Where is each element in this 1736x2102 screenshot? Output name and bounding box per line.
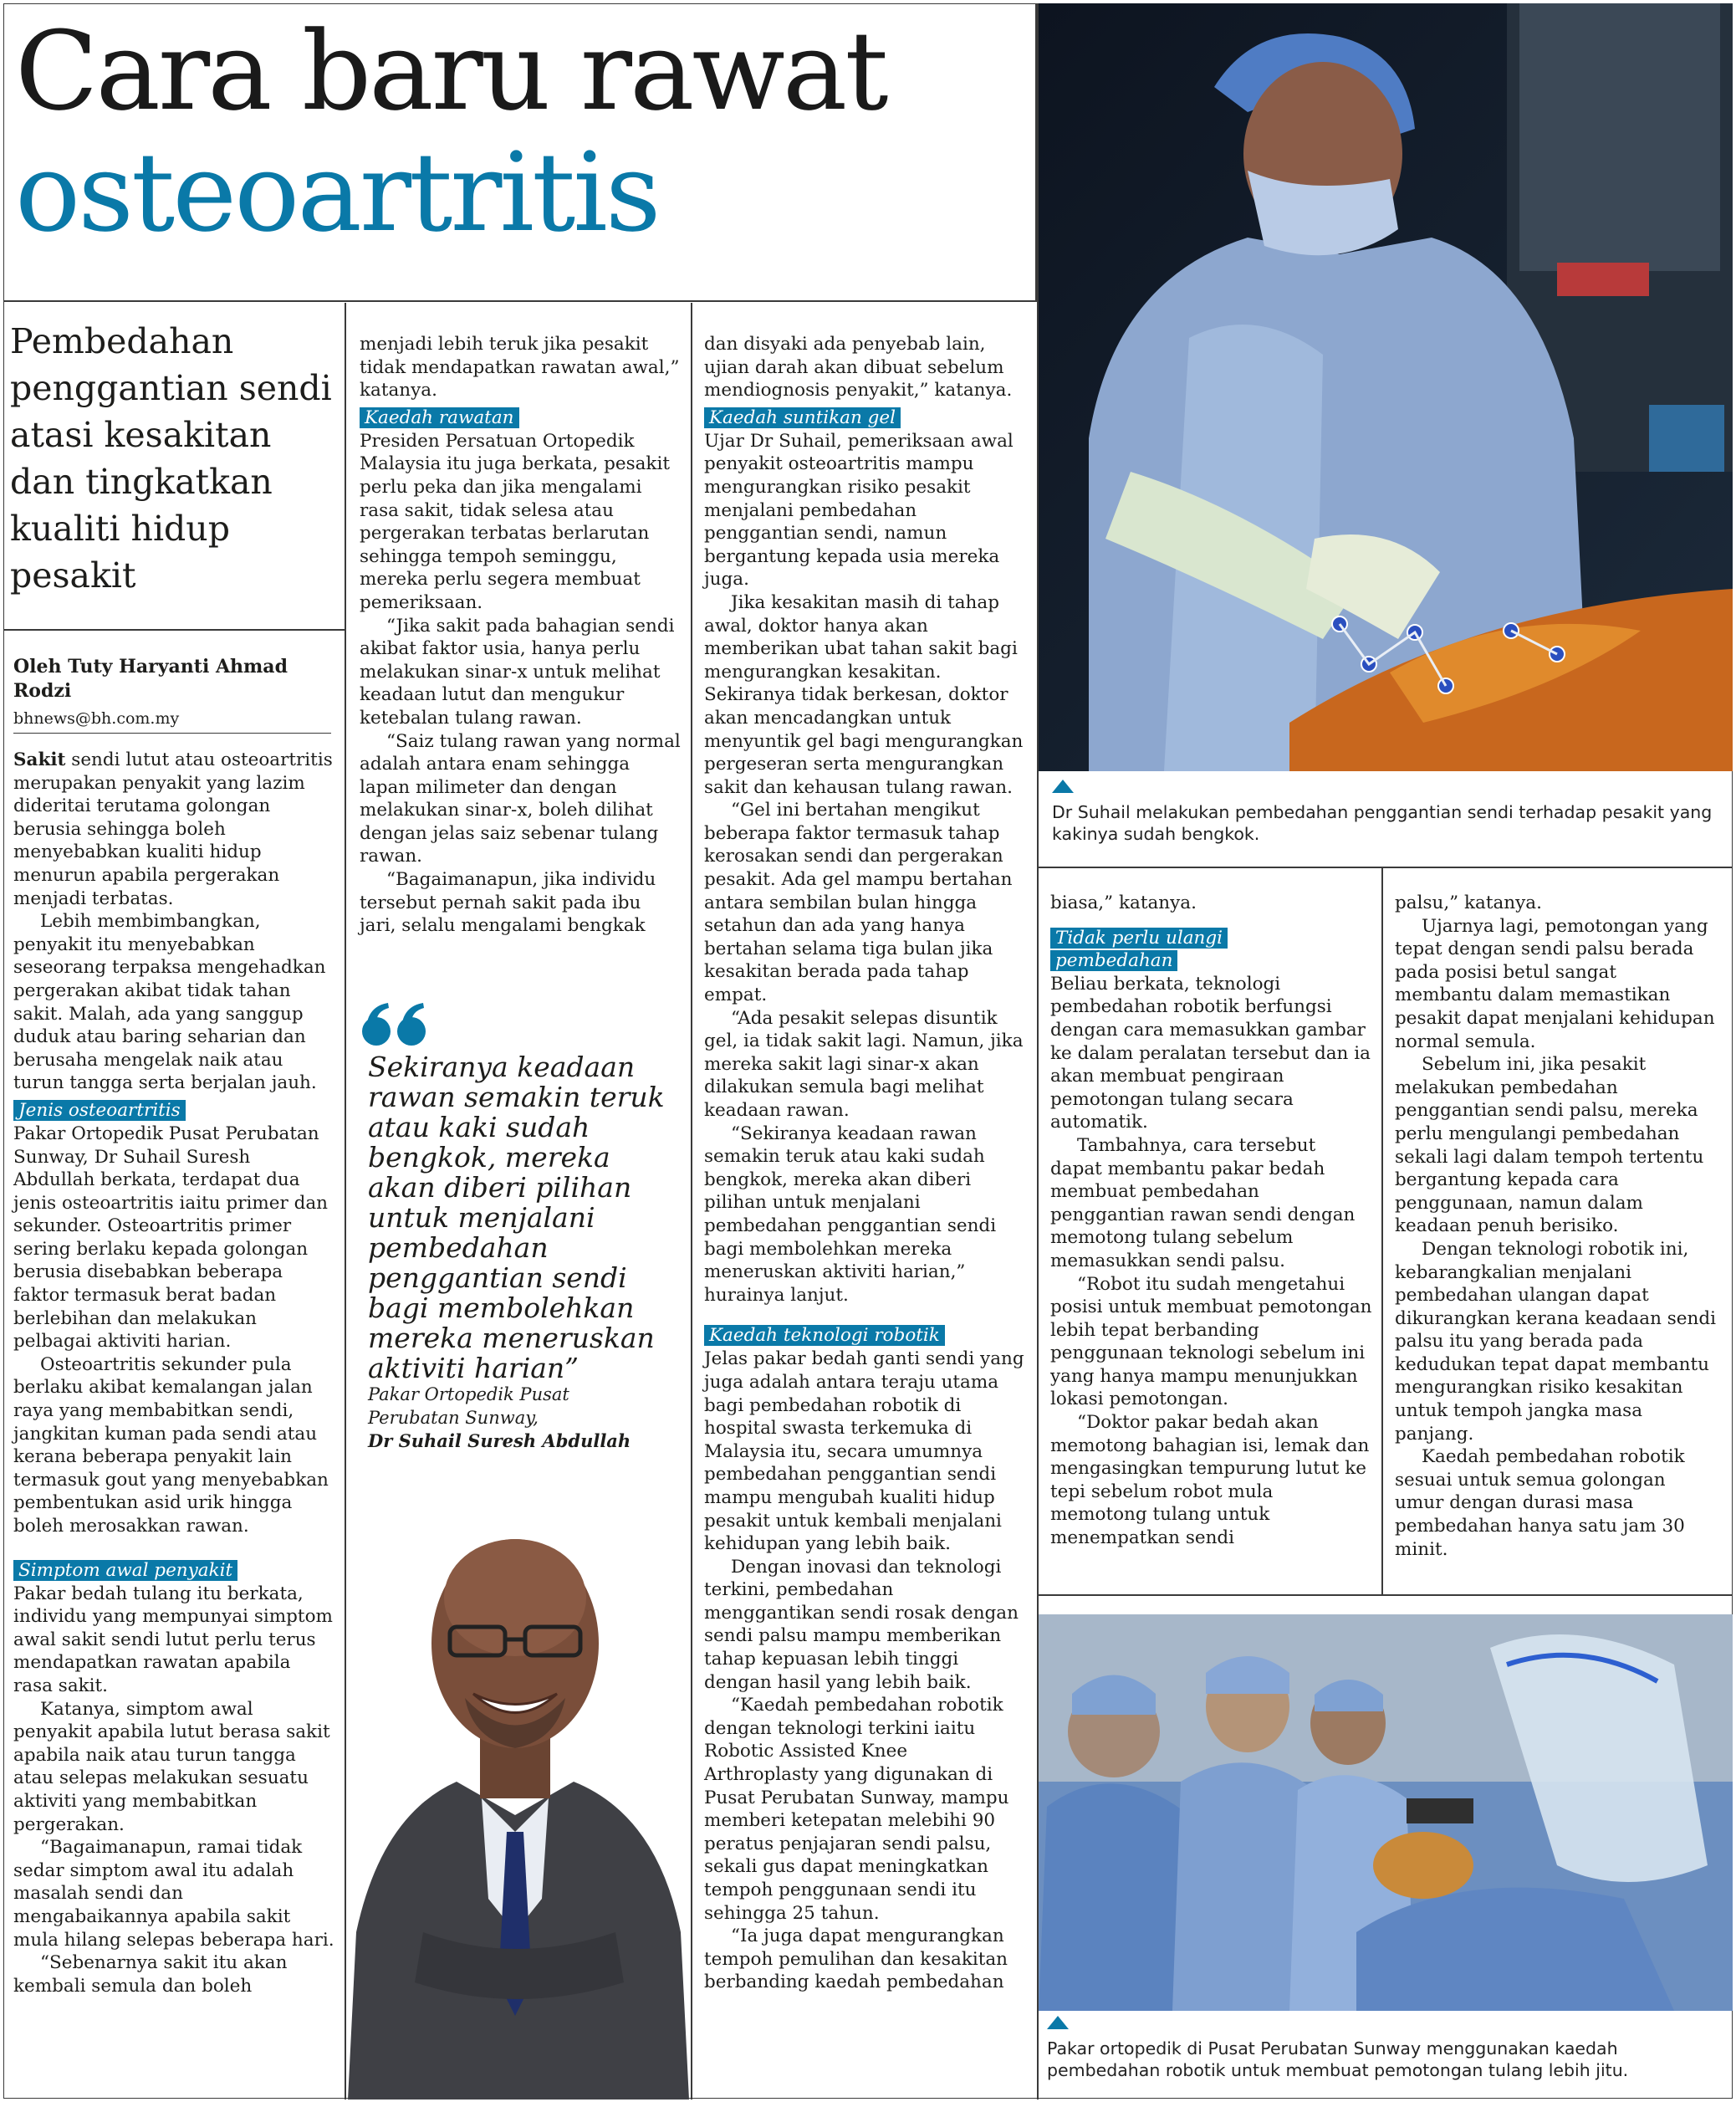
paragraph: Kaedah pembedahan robotik sesuai untuk semua golongan umur dengan durasi masa pembedahan hanya satu jam 30 minit.: [1395, 1446, 1685, 1560]
portrait-photo: [348, 1464, 689, 2099]
paragraph: “Kaedah pembedahan robotik dengan teknologi terkini iaitu Robotic Assisted Knee Arthroplasty yang digunakan di Pusat Perubatan Sunway, mampu memberi ketepatan melebihi 90 peratus penjajaran sendi palsu, sekali gus dapat meningkatkan tempoh penggunaan sendi itu sehingga 25 tahun.: [704, 1695, 1009, 1924]
paragraph: menjadi lebih teruk jika pesakit tidak mendapatkan rawatan awal,” katanya.: [360, 334, 680, 401]
subheading-simptom: Simptom awal penyakit: [13, 1560, 237, 1581]
standfirst: Pembedahan penggantian sendi atasi kesakitan dan tingkatkan kualiti hidup pesakit: [10, 321, 332, 596]
lead-word: Sakit: [13, 749, 66, 770]
surgery-photo-top: [1039, 3, 1733, 771]
byline-rule: [13, 733, 331, 734]
attribution-title: Pakar Ortopedik Pusat Perubatan Sunway,: [368, 1384, 569, 1428]
caption-rule: [1039, 867, 1733, 868]
paragraph: Jika kesakitan masih di tahap awal, doktor hanya akan memberikan ubat tahan sakit bagi mengurangkan kesakitan. Sekiranya tidak berkesan, doktor akan mencadangkan untuk menyuntik gel bagi mengurangkan pergeseran serta mengurangkan sakit dan kehausan tulang rawan.: [704, 591, 1024, 798]
column-5: [1395, 892, 1717, 1561]
paragraph: “Ia juga dapat mengurangkan tempoh pemulihan dan kesakitan berbanding kaedah pembedahan: [704, 1926, 1008, 1993]
paragraph: Dengan inovasi dan teknologi terkini, pembedahan menggantikan sendi rosak dengan sendi palsu mampu memberikan tahap kepuasan lebih tinggi dengan hasil yang lebih baik.: [704, 1556, 1019, 1693]
paragraph: “Bagaimanapun, jika individu tersebut pernah sakit pada ibu jari, selalu mengalami bengkak: [360, 869, 656, 937]
subheading-suntikan-gel: Kaedah suntikan gel: [704, 407, 901, 428]
caption-top: Dr Suhail melakukan pembedahan penggantian sendi terhadap pesakit yang kakinya sudah bengkok.: [1052, 802, 1713, 844]
attribution-name: Dr Suhail Suresh Abdullah: [368, 1430, 631, 1451]
paragraph: “Doktor pakar bedah akan memotong bahagian isi, lemak dan mengasingkan tempurung lutut ke tepi sebelum robot mula memotong tulang untuk menempatkan sendi: [1050, 1412, 1370, 1549]
subheading-teknologi-robotik: Kaedah teknologi robotik: [704, 1325, 945, 1346]
subheading-rawatan: Kaedah rawatan: [360, 407, 519, 428]
paragraph: dan disyaki ada penyebab lain, ujian darah akan dibuat sebelum mendiognosis penyakit,” katanya.: [704, 334, 1013, 401]
caption-arrow-icon: [1047, 2016, 1069, 2029]
paragraph: “Bagaimanapun, ramai tidak sedar simptom awal itu adalah masalah sendi dan mengabaikannya apabila sakit mula hilang selepas beberapa hari.: [13, 1837, 334, 1951]
paragraph: Jelas pakar bedah ganti sendi yang juga adalah antara teraju utama bagi pembedahan robotik di hospital swasta terkemuka di Malaysia itu, secara umumnya pembedahan penggantian sendi mampu mengubah kualiti hidup pesakit untuk kembali menjalani kehidupan yang lebih baik.: [704, 1348, 1024, 1555]
paragraph: “Gel ini bertahan mengikut beberapa faktor termasuk tahap kerosakan sendi dan pergerakan pesakit. Ada gel mampu bertahan antara sembilan bulan hingga setahun dan ada yang hanya bertahan selama tiga bulan jika kesakitan berada pada tahap empat.: [704, 800, 1013, 1006]
paragraph: Beliau berkata, teknologi pembedahan robotik berfungsi dengan cara memasukkan gambar ke dalam peralatan tersebut dan ia akan membuat pengiraan pemotongan tulang secara automatik.: [1050, 973, 1371, 1133]
column-4: [1050, 892, 1372, 1550]
column-1: [13, 749, 335, 1997]
column-divider: [691, 303, 692, 2099]
paragraph: “Sebenarnya sakit itu akan kembali semula dan boleh: [13, 1952, 288, 1997]
paragraph: Osteoartritis sekunder pula berlaku akibat kemalangan jalan raya yang membabitkan sendi, jangkitan kuman pada sendi atau kerana beberapa penyakit lain termasuk gout yang menyebabkan pembentukan asid urik hingga boleh merosakkan rawan.: [13, 1353, 329, 1537]
pull-quote-attribution: [368, 1383, 644, 1453]
caption-bottom: Pakar ortopedik di Pusat Perubatan Sunway menggunakan kaedah pembedahan robotik untuk membuat pemotongan tulang lebih jitu.: [1047, 2038, 1629, 2080]
paragraph: Sakit sendi lutut atau osteoartritis merupakan penyakit yang lazim dideritai terutama golongan berusia sehingga boleh menyebabkan kualiti hidup menurun apabila pergerakan menjadi terbatas.: [13, 749, 333, 909]
photo-rule: [1039, 1594, 1733, 1596]
paragraph: palsu,” katanya.: [1395, 892, 1542, 913]
quote-mark-icon: [360, 1000, 435, 1050]
column-divider: [1381, 868, 1383, 1594]
paragraph: “Saiz tulang rawan yang normal adalah antara enam sehingga lapan milimeter dan dengan melakukan sinar-x, boleh dilihat dengan jelas saiz sebenar tulang rawan.: [360, 730, 681, 867]
paragraph: Sebelum ini, jika pesakit melakukan pembedahan penggantian sendi palsu, mereka perlu mengulangi pembedahan sekali lagi dalam tempoh tertentu bergantung kepada cara penggunaan, namun dalam keadaan penuh berisiko.: [1395, 1054, 1704, 1237]
paragraph: “Jika sakit pada bahagian sendi akibat faktor usia, hanya perlu melakukan sinar-x untuk melihat keadaan lutut dan mengukur ketebalan tulang rawan.: [360, 615, 675, 729]
paragraph: Ujar Dr Suhail, pemeriksaan awal penyakit osteoartritis mampu mengurangkan risiko pesakit menjalani pembedahan penggantian sendi, namun bergantung kepada usia mereka juga.: [704, 430, 1014, 591]
surgery-photo-bottom: [1039, 1614, 1733, 2011]
subheading-jenis: Jenis osteoartritis: [13, 1100, 186, 1121]
paragraph: “Ada pesakit selepas disuntik gel, ia tidak sakit lagi. Namun, jika mereka sakit lagi sinar-x akan dilakukan semula bagi melihat keadaan rawan.: [704, 1007, 1024, 1121]
paragraph: Tambahnya, cara tersebut dapat membantu pakar bedah membuat pembedahan penggantian rawan sendi dengan memotong tulang sebelum memasukkan sendi palsu.: [1050, 1134, 1356, 1271]
paragraph: Katanya, simptom awal penyakit apabila lutut berasa sakit apabila naik atau turun tangga atau selepas melakukan sesuatu aktiviti yang membabitkan pergerakan.: [13, 1698, 330, 1835]
paragraph: Presiden Persatuan Ortopedik Malaysia itu juga berkata, pesakit perlu peka dan jika mengalami rasa sakit, tidak selesa atau pergerakan terbatas berlarutan sehingga tempoh seminggu, mereka perlu segera membuat pemeriksaan.: [360, 430, 670, 613]
paragraph: Ujarnya lagi, pemotongan yang tepat dengan sendi palsu berada pada posisi betul sangat membantu dalam memastikan pesakit dapat menjalani kehidupan normal semula.: [1395, 915, 1715, 1052]
paragraph: Pakar Ortopedik Pusat Perubatan Sunway, Dr Suhail Suresh Abdullah berkata, terdapat dua jenis osteoartritis iaitu primer dan sekunder. Osteoartritis primer sering berlaku kepada golongan berusia disebabkan beberapa faktor termasuk berat badan berlebihan dan melakukan pelbagai aktiviti harian.: [13, 1123, 328, 1353]
caption-arrow-icon: [1052, 780, 1074, 793]
byline-author: Oleh Tuty Haryanti Ahmad Rodzi: [13, 656, 288, 702]
paragraph: biasa,” katanya.: [1050, 892, 1197, 913]
column-divider: [345, 303, 346, 2099]
column-2: [360, 333, 682, 938]
paragraph: Lebih membimbangkan, penyakit itu menyebabkan seseorang terpaksa mengehadkan pergerakan akibat tidak tahan sakit. Malah, ada yang sanggup duduk atau baring seharian dan berusaha mengelak naik atau turun tangga serta berjalan jauh.: [13, 911, 326, 1094]
paragraph: “Robot itu sudah mengetahui posisi untuk membuat pemotongan lebih tepat berbanding penggunaan teknologi sebelum ini yang hanya mampu menunjukkan lokasi pemotongan.: [1050, 1273, 1372, 1410]
headline-line-1: Cara baru rawat: [15, 8, 886, 135]
standfirst-rule: [3, 629, 346, 631]
headline-line-2: osteoartritis: [15, 129, 659, 256]
paragraph: Pakar bedah tulang itu berkata, individu yang mempunyai simptom awal sakit sendi lutut perlu terus mendapatkan rawatan apabila rasa sakit.: [13, 1583, 333, 1696]
paragraph: Dengan teknologi robotik ini, kebarangkalian menjalani pembedahan ulangan dapat dikurangkan kerana keadaan sendi palsu itu yang berada pada kedudukan tepat dapat membantu mengurangkan risiko kesakitan untuk tempoh jangka masa panjang.: [1395, 1238, 1716, 1445]
byline-email: bhnews@bh.com.my: [13, 709, 180, 728]
paragraph: “Sekiranya keadaan rawan semakin teruk atau kaki sudah bengkok, mereka akan diberi pilihan untuk menjalani pembedahan penggantian sendi bagi membolehkan mereka meneruskan aktiviti harian,” hurainya lanjut.: [704, 1123, 997, 1306]
column-3: [704, 333, 1026, 1994]
subheading-tidak-perlu-ulangi: Tidak perlu ulangi pembedahan: [1050, 927, 1372, 973]
pull-quote: Sekiranya keadaan rawan semakin teruk atau kaki sudah bengkok, mereka akan diberi pilihan untuk menjalani pembedahan penggantian sendi bagi membolehkan mereka meneruskan aktiviti harian”: [368, 1051, 665, 1384]
